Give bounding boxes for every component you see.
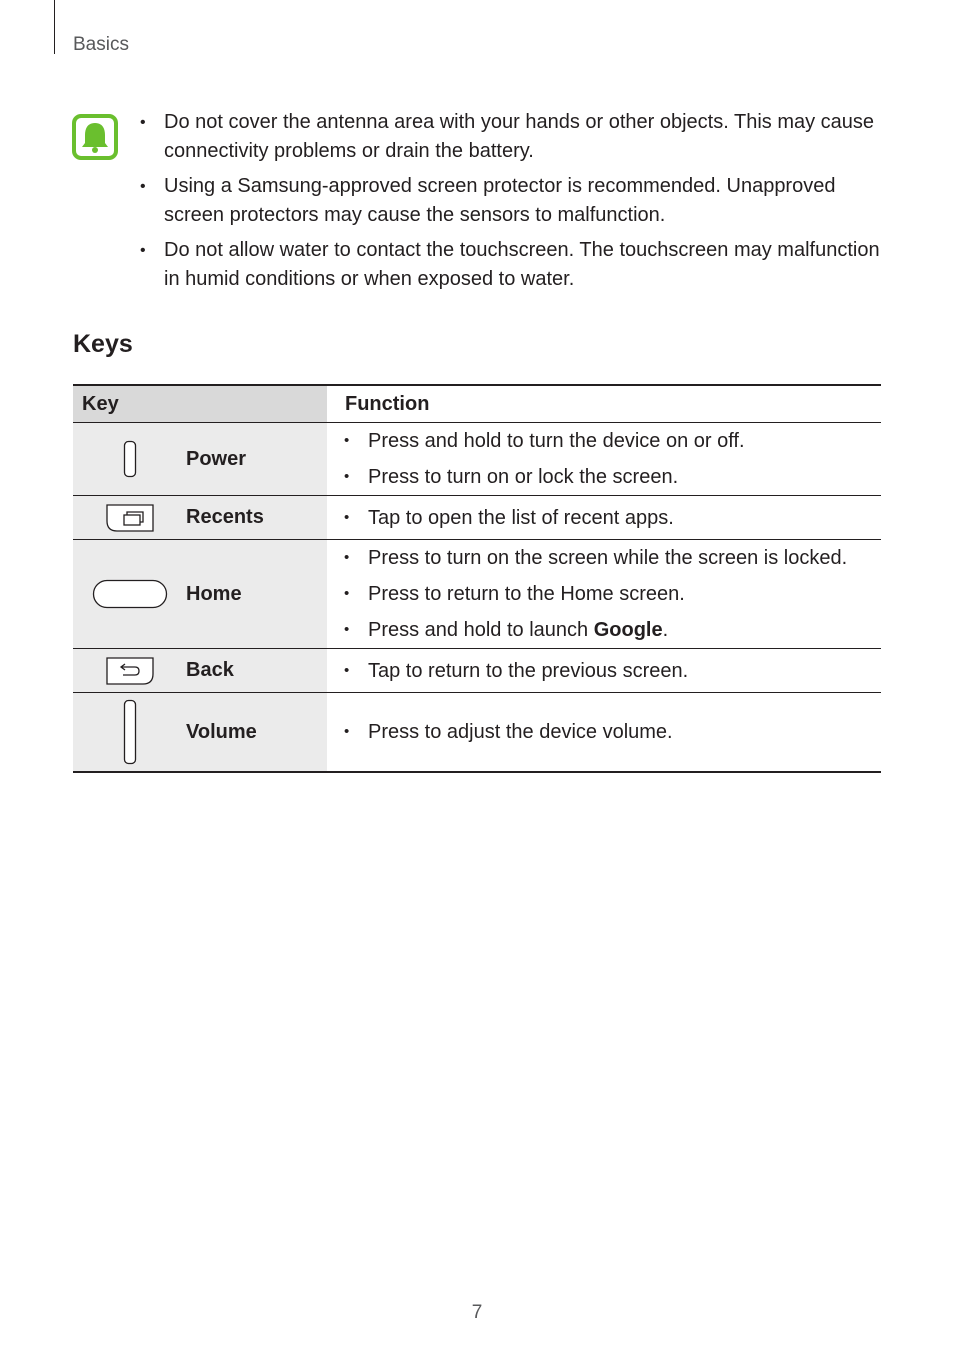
section-heading: Keys [73,330,133,358]
bullet: • [344,661,350,679]
function-cell [327,693,881,773]
table-row [73,496,881,540]
table-row [73,649,881,693]
bullet: • [140,178,146,195]
key-name: Power [186,447,247,470]
bullet: • [344,621,350,638]
key-name: Home [186,582,242,605]
function-item: • Tap to return to the previous screen. [327,653,881,689]
key-cell [73,649,327,693]
function-item: • Press to adjust the device volume. [327,714,881,750]
back-key-icon [105,656,155,686]
function-cell [327,649,881,693]
page-number: 7 [471,1302,483,1323]
function-item: • Press and hold to turn the device on or off. [327,423,881,459]
function-item: • Press and hold to launch Google. [327,612,881,648]
home-key-icon [92,579,168,609]
section-label: Basics [73,34,129,55]
power-key-icon [123,440,137,478]
key-name: Recents [186,506,264,528]
key-name: Back [186,659,234,681]
bullet: • [344,468,350,485]
bullet: • [344,432,350,449]
function-cell [327,496,881,540]
volume-key-icon [123,699,137,765]
recents-key-icon [105,503,155,533]
function-item: • Press to turn on or lock the screen. [327,459,881,495]
table-header-row [73,385,881,423]
function-cell [327,540,881,649]
table-row [73,540,881,649]
column-header-function: Function [327,385,881,423]
function-item: • Press to return to the Home screen. [327,576,881,612]
key-cell [73,423,327,496]
notification-bell-icon [72,114,118,160]
column-header-key: Key [73,385,327,423]
bullet: • [344,508,350,526]
margin-rule [54,0,55,54]
bullet: • [344,585,350,602]
function-item: • Press to turn on the screen while the screen is locked. [327,540,881,576]
bullet: • [344,723,350,740]
table-row [73,423,881,496]
bullet: • [344,549,350,566]
table-row [73,693,881,773]
bullet: • [140,114,146,131]
key-name: Volume [186,720,257,743]
notice-item: • Do not allow water to contact the touchscreen. The touchscreen may malfunction in humid conditions or when exposed to water. [140,236,885,294]
bullet: • [140,242,146,259]
google-app-name: Google [593,619,663,641]
key-cell [73,693,327,773]
notice-list [140,108,885,300]
function-cell [327,423,881,496]
notice-item: • Do not cover the antenna area with your hands or other objects. This may cause connectivity problems or drain the battery. [140,108,885,166]
key-cell [73,540,327,649]
notice-item: • Using a Samsung-approved screen protector is recommended. Unapproved screen protectors may cause the sensors to malfunction. [140,172,885,230]
key-cell [73,496,327,540]
keys-table [73,384,881,773]
function-item: • Tap to open the list of recent apps. [327,500,881,536]
